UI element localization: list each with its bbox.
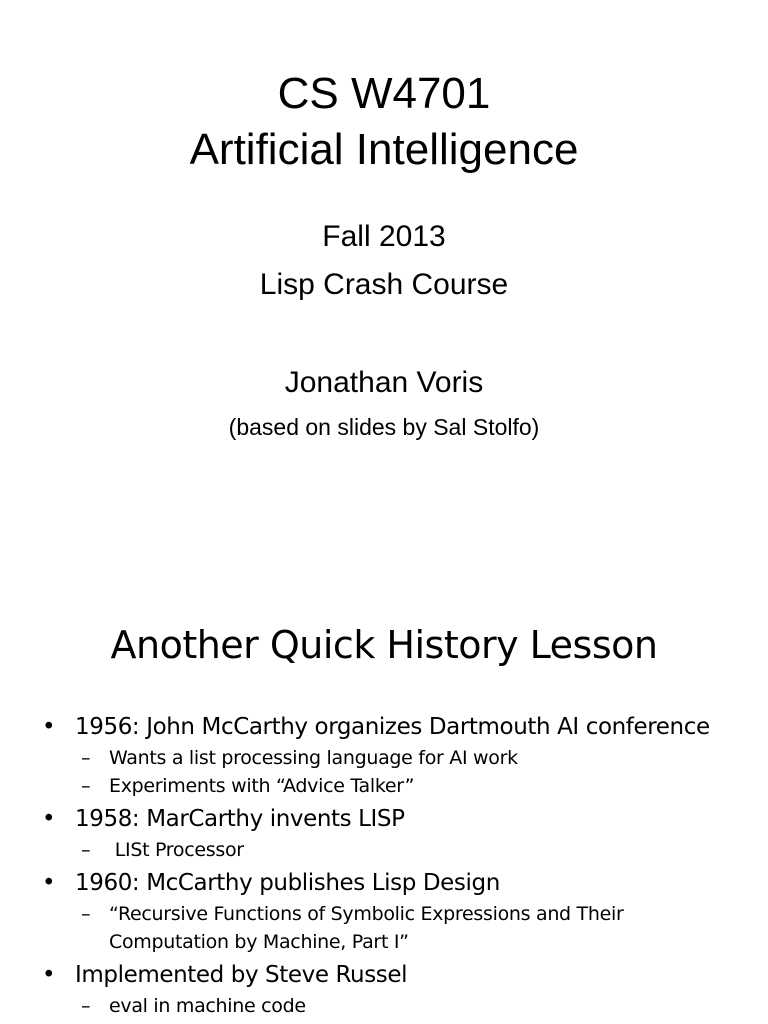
sub-item	[0, 900, 669, 956]
sub-item	[0, 836, 669, 864]
sub-text: eval in machine code	[109, 995, 306, 1017]
bullet-text: Implemented by Steve Russel	[75, 962, 408, 988]
sub-list-container	[0, 744, 768, 800]
sub-item	[0, 772, 669, 800]
sub-list	[0, 992, 768, 1020]
bullet-item	[0, 958, 768, 992]
bullet-item	[0, 866, 768, 900]
bullet-item	[0, 710, 768, 744]
bullet-item	[0, 802, 768, 836]
bullet-icon: •	[42, 870, 56, 896]
topic: Lisp Crash Course	[259, 268, 509, 301]
sub-list-container	[0, 900, 768, 956]
dash-icon: –	[81, 839, 91, 861]
dash-icon: –	[81, 775, 91, 797]
sub-item	[0, 744, 669, 772]
dash-icon: –	[81, 747, 91, 769]
sub-text: Wants a list processing language for AI work	[109, 747, 518, 769]
sub-list	[0, 900, 768, 956]
bullet-text: 1958: MarCarthy invents LISP	[75, 806, 405, 832]
dash-icon: –	[81, 903, 91, 925]
bullet-list	[0, 710, 768, 1022]
dash-icon: –	[81, 995, 91, 1017]
sub-text: Experiments with “Advice Talker”	[109, 775, 415, 797]
author: Jonathan Voris	[284, 366, 484, 399]
bullet-icon: •	[42, 806, 56, 832]
sub-text: “Recursive Functions of Symbolic Expressions and Their Computation by Machine, Part I”	[109, 903, 624, 953]
slide-title: Another Quick History Lesson	[110, 623, 658, 667]
history-slide	[0, 576, 768, 1024]
term: Fall 2013	[322, 220, 446, 253]
bullet-text: 1960: McCarthy publishes Lisp Design	[75, 870, 500, 896]
sub-list-container	[0, 836, 768, 864]
course-code: CS W4701	[277, 69, 491, 118]
sub-list	[0, 744, 768, 800]
bullet-icon: •	[42, 962, 56, 988]
course-name: Artificial Intelligence	[189, 125, 579, 174]
sub-item	[0, 992, 669, 1020]
sub-list-container	[0, 992, 768, 1020]
sub-text: LISt Processor	[109, 839, 244, 861]
credit-note: (based on slides by Sal Stolfo)	[228, 414, 540, 440]
sub-list	[0, 836, 768, 864]
bullet-text: 1956: John McCarthy organizes Dartmouth AI conference	[75, 714, 710, 740]
bullet-icon: •	[42, 714, 56, 740]
